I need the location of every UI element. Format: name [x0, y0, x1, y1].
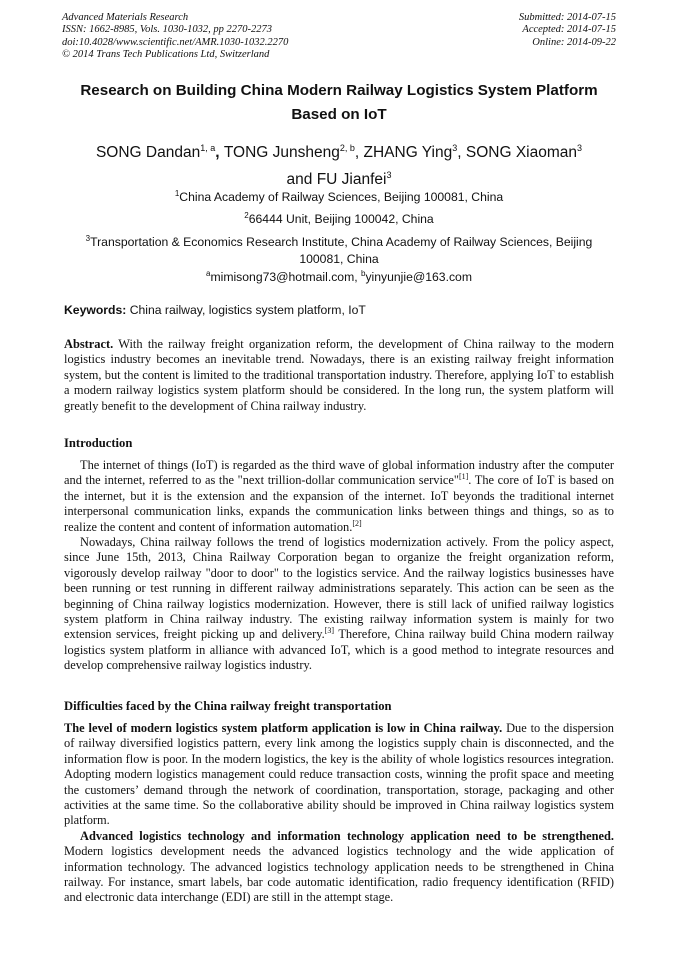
email-b: yinyunjie@163.com [365, 270, 472, 285]
copyright-line: © 2014 Trans Tech Publications Ltd, Switzerland [62, 49, 270, 61]
author-list: SONG Dandan$^{1, a}$, TONG Junsheng$^{2, b}$, ZHANG Ying$^3$, SONG Xiaoman$^3$ and FU Jianfei$^3$ [95, 143, 583, 189]
author-name: SONG Xiaoman [465, 144, 578, 162]
dates-info [519, 12, 616, 49]
paragraph: The internet of things (IoT) is regarded as the third wave of global information industry after the computer and the internet, referred to as the "next trillion-dollar communication service"[1]. The core of IoT is based on the internet, but it is the extension and the expansion of the internet. IoT beyonds the traditional internet interpersonal communication links, expands the communication links between things and things, so as to realize the content and content of information automation.[2] [64, 458, 615, 534]
journal-name: Advanced Materials Research [62, 12, 189, 23]
citation: [2] [352, 518, 362, 528]
paragraph: The level of modern logistics system platform application is low in China railway. Due to the dispersion of railway diversified logistics pattern, every link among the logistics supply chain is disconnected, and the information flow is poor. In the modern logistics, the key is the ability of whole logistics resources integration. Adopting modern logistics management could reduce transaction costs, winning the profit space and meeting the customers’ demand through the network of coordination, transportation, storage, packaging and other activities at the same time. So the collaborative ability should be improved in China railway logistics system platform. [64, 721, 614, 828]
author-name: ZHANG Ying [363, 144, 453, 162]
paragraph: Advanced logistics technology and information technology application need to be strengthened. Modern logistics development needs the advanced logistics technology and the wide application of information technology. The advanced logistics technology application needs to be strengthened in China railway. For instance, smart labels, bar code automatic identification, radio frequency identification (RFID) and electronic data interchange (EDI) are still in the attempt stage. [64, 828, 614, 905]
affiliation: $^1$China Academy of Railway Sciences, Beijing 100081, China [174, 189, 504, 205]
section-heading-introduction: Introduction [64, 436, 133, 450]
keywords: Keywords: China railway, logistics system platform, IoT [64, 303, 366, 317]
paper-title: Research on Building China Modern Railway Logistics System Platform Based on IoT [80, 82, 598, 123]
citation: [3] [324, 626, 335, 636]
section-heading-difficulties: Difficulties faced by the China railway freight transportation [64, 699, 392, 713]
submitted-date: Submitted: 2014-07-15 [518, 12, 616, 23]
online-date: Online: 2014-09-22 [532, 36, 616, 48]
doi-line: doi:10.4028/www.scientific.net/AMR.1030-1032.2270 [62, 36, 289, 48]
citation: [1] [458, 472, 469, 482]
abstract-label: Abstract. [64, 337, 114, 351]
introduction-body [64, 458, 614, 674]
keywords-label: Keywords: [64, 303, 127, 317]
paragraph: Nowadays, China railway follows the trend of logistics modernization actively. From the policy aspect, since June 15th, 2013, China Railway Corporation began to organize the freight organization reform, vigorously develop railway "door to door" to the logistics service. And the railway logistics businesses have been running or test running in different railway administrations separately. This action can be seen as the beginning of China railway logistics modernization. However, there is still lack of unified railway logistics system platform in China railway industry. The existing railway information system is mainly for two extension services, freight picking up and delivery.[3] Therefore, China railway build China modern railway logistics system platform in alliance with advanced IoT, which is a good method to integrate resources and develop comprehensive railway logistics industry. [64, 535, 614, 673]
email-a: mimisong73@hotmail.com, [210, 270, 361, 285]
author-name: TONG Junsheng [223, 144, 340, 162]
journal-info [62, 12, 288, 62]
affiliation: $^2$66444 Unit, Beijing 100042, China [244, 211, 434, 227]
accepted-date: Accepted: 2014-07-15 [522, 24, 616, 36]
abstract: Abstract. With the railway freight organization reform, the development of China railway to the modern logistics industry becomes an inevitable trend. Nowadays, there is an existing railway freight information system, but the content is limited to the traditional transportation industry. Therefore, applying IoT to establish a modern railway logistics system platform should be considered. In the long run, the system platform will greatly benefit to the development of China railway industry. [64, 337, 614, 413]
email-line: $^a$mimisong73@hotmail.com, $^b$yinyunjie@163.com [206, 269, 472, 285]
issn-line: ISSN: 1662-8985, Vols. 1030-1032, pp 2270-2273 [62, 24, 272, 36]
difficulties-body [64, 721, 614, 906]
author-name: SONG Dandan [95, 144, 201, 162]
affiliation: $^3$Transportation & Economics Research Institute, China Academy of Railway Sciences, Beijing 100081, China [85, 234, 593, 266]
author-name: FU Jianfei [316, 171, 387, 189]
